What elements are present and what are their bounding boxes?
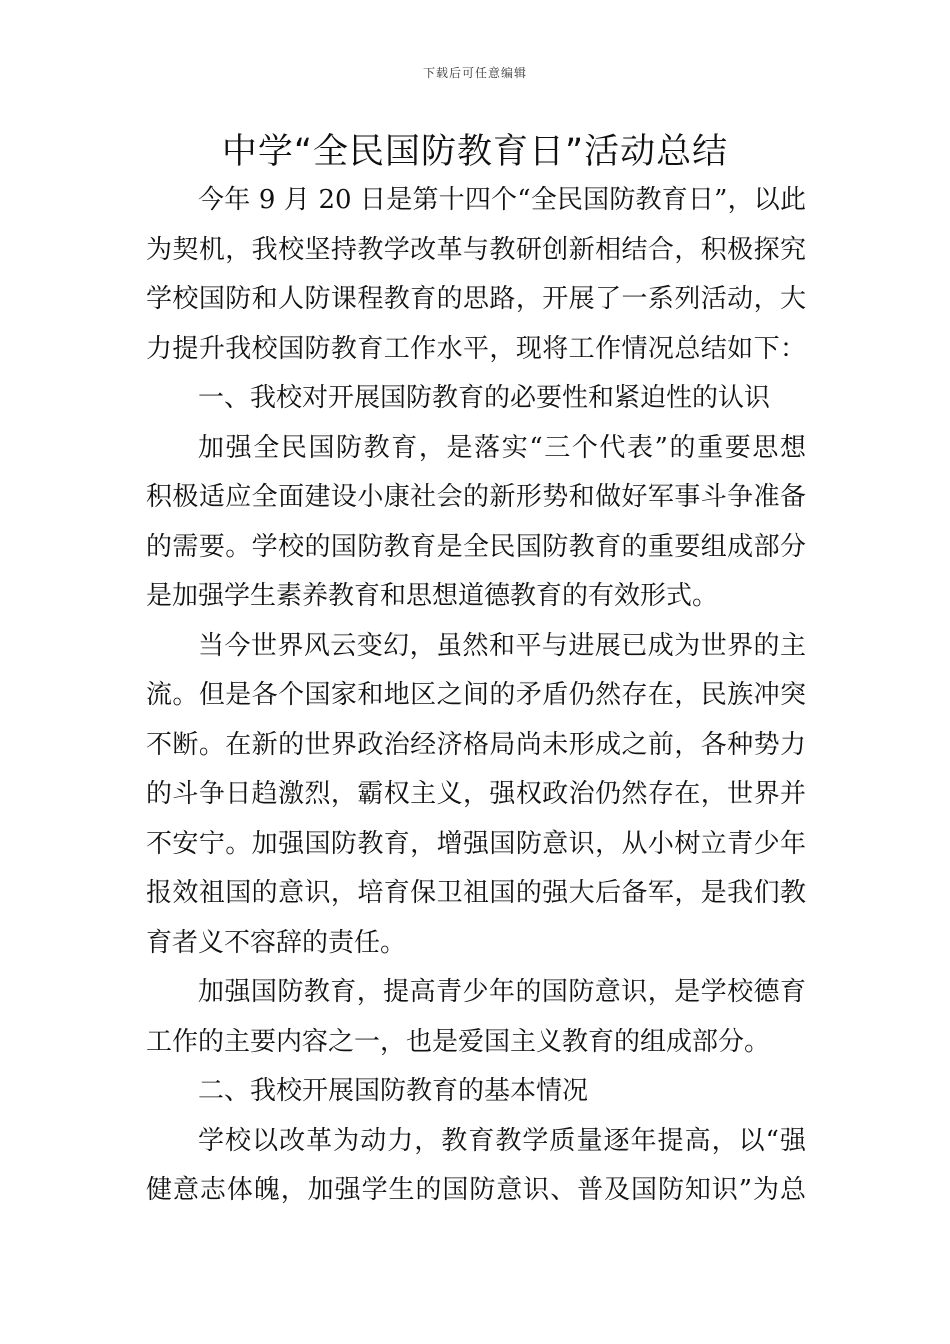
text-line: 的需要。学校的国防教育是全民国防教育的重要组成部分	[146, 531, 806, 562]
text-line: 当今世界风云变幻，虽然和平与进展已成为世界的主	[198, 630, 806, 661]
text-line: 的斗争日趋激烈，霸权主义，强权政治仍然存在，世界并	[146, 779, 806, 809]
text-line: 一、我校对开展国防教育的必要性和紧迫性的认识	[198, 383, 771, 413]
text-line: 工作的主要内容之一，也是爱国主义教育的组成部分。	[146, 1026, 771, 1057]
text-line: 加强国防教育，提高青少年的国防意识，是学校德育	[198, 977, 806, 1007]
text-line: 育者义不容辞的责任。	[146, 927, 407, 958]
text-line: 今年 9 月 20 日是第十四个“全民国防教育日”，以此	[198, 185, 806, 215]
text-line: 积极适应全面建设小康社会的新形势和做好军事斗争准备	[146, 482, 806, 512]
text-line: 不安宁。加强国防教育，增强国防意识，从小树立青少年	[146, 828, 806, 859]
text-line: 是加强学生素养教育和思想道德教育的有效形式。	[146, 581, 719, 611]
page-title: 中学“全民国防教育日”活动总结	[221, 132, 729, 172]
header-note: 下载后可任意编辑	[422, 66, 527, 80]
text-line: 流。但是各个国家和地区之间的矛盾仍然存在，民族冲突	[146, 680, 806, 710]
document-body	[146, 176, 806, 1216]
text-line: 不断。在新的世界政治经济格局尚未形成之前，各种势力	[146, 729, 806, 760]
text-line: 加强全民国防教育，是落实“三个代表”的重要思想	[198, 432, 806, 463]
text-line: 健意志体魄，加强学生的国防意识、普及国防知识”为总	[146, 1175, 806, 1205]
text-line: 为契机，我校坚持教学改革与教研创新相结合，积极探究	[146, 234, 806, 265]
text-line: 二、我校开展国防教育的基本情况	[198, 1076, 589, 1106]
text-line: 报效祖国的意识，培育保卫祖国的强大后备军，是我们教	[146, 878, 806, 908]
text-line: 力提升我校国防教育工作水平，现将工作情况总结如下：	[146, 333, 806, 364]
text-line: 学校国防和人防课程教育的思路，开展了一系列活动，大	[146, 284, 806, 314]
text-line: 学校以改革为动力，教育教学质量逐年提高，以“强	[198, 1125, 806, 1156]
